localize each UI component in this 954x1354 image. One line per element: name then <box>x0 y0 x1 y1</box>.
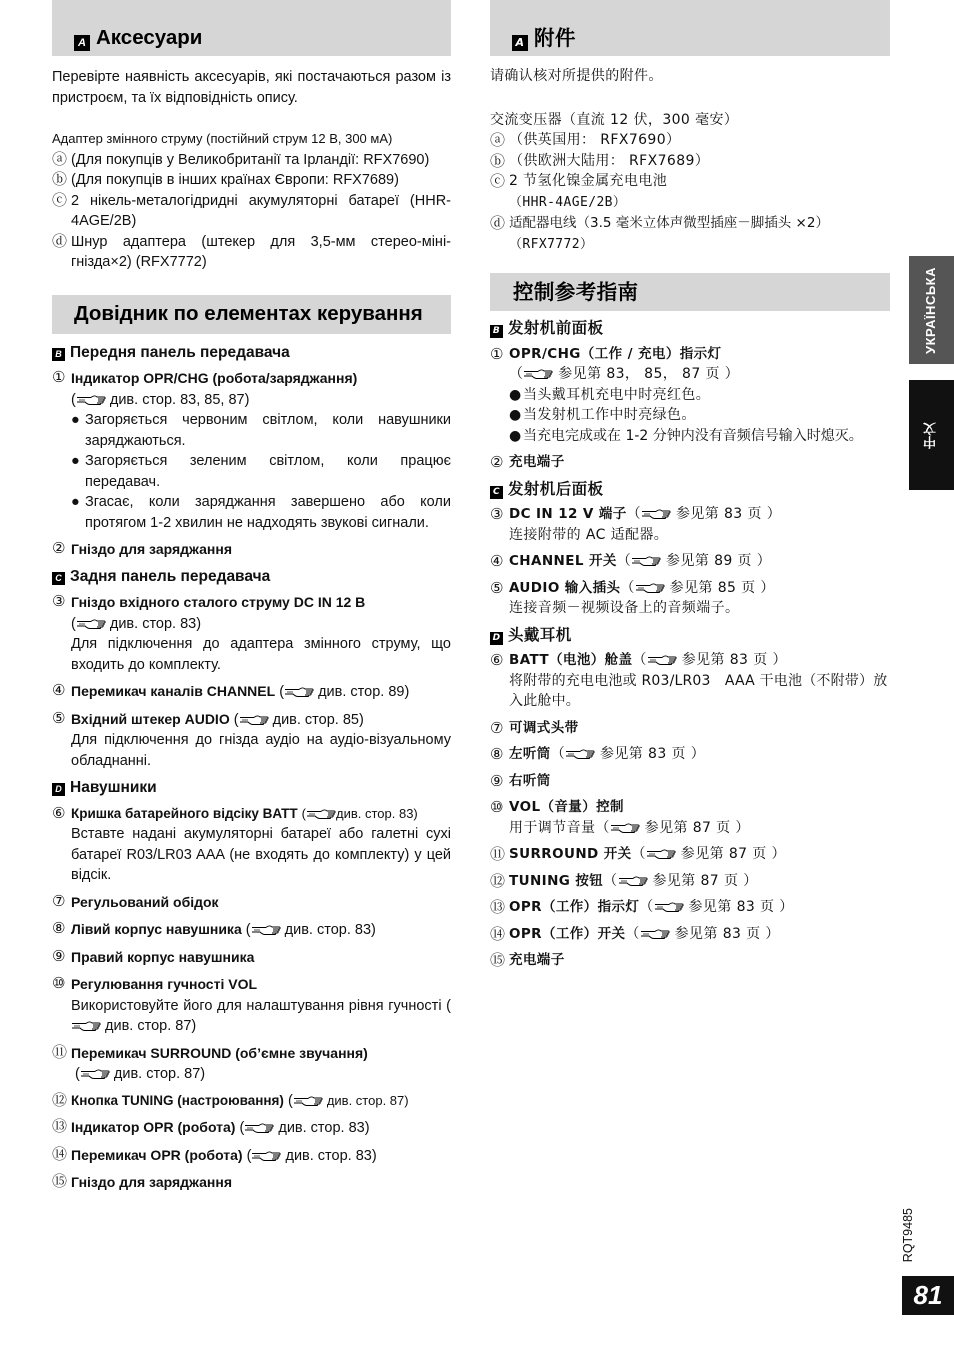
pointing-hand-icon <box>251 1150 281 1161</box>
control-item-9: ⑨ 右听筒 <box>490 771 551 790</box>
accessories-title: 附件 <box>534 26 576 50</box>
control-item-2: ② 充电端子 <box>490 453 565 471</box>
list-item: ● 当头戴耳机充电中时亮红色。 <box>509 386 711 403</box>
language-tab-chinese: 中文 <box>909 380 954 490</box>
control-item-10: ⑩ VOL（音量）控制 用于调节音量（ 参见第 87 页 ） <box>490 798 750 836</box>
pointing-hand-icon <box>647 654 677 665</box>
pointing-hand-icon <box>646 848 676 859</box>
pointing-hand-icon <box>641 508 671 519</box>
controls-header <box>490 273 890 311</box>
control-item-14: ⑭ Перемикач OPR (робота) ( див. стор. 83) <box>52 1145 377 1164</box>
accessory-item: ⓑ (Для покупців в інших країнах Європи: RFX7689) <box>52 171 399 188</box>
pointing-hand-icon <box>76 394 106 405</box>
pointing-hand-icon <box>76 618 106 629</box>
section-letter-badge: A <box>512 35 528 51</box>
accessories-intro: 请确认核对所提供的附件。 <box>490 68 663 84</box>
pointing-hand-icon <box>654 901 684 912</box>
accessory-item: ⓓ Шнур адаптера (штекер для 3,5-мм стерео-міні-гнізда×2) (RFX7772) <box>52 232 451 270</box>
pointing-hand-icon <box>523 368 553 379</box>
pointing-hand-icon <box>244 1122 274 1133</box>
accessory-item: ⓒ 2 нікель-металогідридні акумуляторні батареї (HHR-4AGE/2B) <box>52 191 451 229</box>
ukrainian-column <box>52 0 451 1194</box>
control-item-13: ⑬ Індикатор OPR (робота) ( див. стор. 83) <box>52 1118 370 1136</box>
adapter-label: Адаптер змінного струму (постійний струм 12 В, 300 мА) <box>52 131 393 146</box>
control-item-5: ⑤ Вхідний штекер AUDIO ( див. стор. 85) Для підключення до гнізда аудіо на аудіо-візуальному обладнанні. <box>52 709 451 769</box>
control-item-8: ⑧ Лівий корпус навушника ( див. стор. 83) <box>52 920 376 938</box>
accessories-header <box>490 0 890 56</box>
control-item-10: ⑩ Регулювання гучності VOL Використовуйте його для налаштування рівня гучності ( див. стор. 87) <box>52 975 451 1034</box>
controls-header <box>52 295 451 334</box>
pointing-hand-icon <box>565 748 595 759</box>
language-tab-ukrainian: УКРАЇНСЬКА <box>909 256 954 364</box>
front-panel-heading: B 发射机前面板 <box>490 318 890 339</box>
pointing-hand-icon <box>71 1020 101 1031</box>
pointing-hand-icon <box>239 714 269 725</box>
list-item: ● Загоряється зеленим світлом, коли працює передавач. <box>71 453 451 490</box>
page-number: 81 <box>902 1276 954 1315</box>
control-item-3: ③ Гніздо вхідного сталого струму DC IN 12 В ( див. стор. 83) Для підключення до адаптера змінного струму, що входить до комплекту. <box>52 593 451 673</box>
control-item-2: ② Гніздо для заряджання <box>52 540 233 557</box>
pointing-hand-icon <box>80 1068 110 1079</box>
pointing-hand-icon <box>618 875 648 886</box>
pointing-hand-icon <box>284 686 314 697</box>
control-item-7: ⑦ Регульований обідок <box>52 892 219 910</box>
rear-panel-heading: C Задня панель передавача <box>52 567 451 588</box>
control-item-13: ⑬ OPR（工作）指示灯（ 参见第 83 页 ） <box>490 898 794 916</box>
list-item: ● 当充电完成或在 1-2 分钟内没有音频信号输入时熄灭。 <box>509 427 863 444</box>
headphones-heading: D Навушники <box>52 778 451 799</box>
control-item-12: ⑫ TUNING 按钮（ 参见第 87 页 ） <box>490 871 758 890</box>
pointing-hand-icon <box>306 808 336 819</box>
controls-title: 控制参考指南 <box>513 280 639 304</box>
adapter-label: 交流变压器（直流 12 伏，300 毫安） <box>490 111 739 128</box>
control-item-3: ③ DC IN 12 V 端子（ 参见第 83 页 ） 连接附带的 AC 适配器。 <box>490 505 782 543</box>
control-item-15: ⑮ Гніздо для заряджання <box>52 1173 233 1190</box>
chinese-column <box>490 0 890 971</box>
control-item-7: ⑦ 可调式头带 <box>490 718 579 737</box>
control-item-1: ① OPR/CHG（工作 / 充电）指示灯 （ 参见第 83， 85， 87 页 ） ● 当头戴耳机充电中时亮红色。 ● 当发射机工作中时亮绿色。 ● 当充电完成或在 1-2 分钟内没有音频信号输入时熄灭。 <box>490 344 890 447</box>
pointing-hand-icon <box>635 582 665 593</box>
pointing-hand-icon <box>251 924 281 935</box>
rear-panel-heading: C 发射机后面板 <box>490 479 890 500</box>
control-item-11: ⑪ SURROUND 开关（ 参见第 87 页 ） <box>490 845 786 863</box>
list-item: ● 当发射机工作中时亮绿色。 <box>509 407 696 423</box>
pointing-hand-icon <box>640 928 670 939</box>
list-item: ● Загоряється червоним світлом, коли навушники заряджаються. <box>71 412 451 449</box>
accessory-item: ⓐ (Для покупців у Великобританії та Ірландії: RFX7690) <box>52 150 430 168</box>
headphones-heading: D 头戴耳机 <box>490 625 890 646</box>
accessory-item: ⓑ （供欧洲大陆用： RFX7689） <box>490 151 710 170</box>
pointing-hand-icon <box>610 822 640 833</box>
control-item-14: ⑭ OPR（工作）开关（ 参见第 83 页 ） <box>490 924 780 943</box>
pointing-hand-icon <box>631 555 661 566</box>
control-item-8: ⑧ 左听筒（ 参见第 83 页 ） <box>490 745 706 763</box>
document-code: RQT9485 <box>901 1208 915 1263</box>
control-item-4: ④ CHANNEL 开关（ 参见第 89 页 ） <box>490 552 772 570</box>
accessory-item: ⓒ 2 节氢化镍金属充电电池 （HHR-4AGE/2B） <box>490 172 668 210</box>
control-item-1: ① Індикатор OPR/CHG (робота/заряджання) ( див. стор. 83, 85, 87) ● Загоряється червоним світлом, коли навушники заряджаються. ● Загоряється зеленим світлом, коли працює передавач. ● Згасає, коли заряджання завершено або коли протягом 1-2 хвилин не надходять звукові сигнали. <box>52 368 451 533</box>
control-item-11: ⑪ Перемикач SURROUND (об’ємне звучання) ( див. стор. 87) <box>52 1043 368 1082</box>
control-item-6: ⑥ BATT（电池）舱盖（ 参见第 83 页 ） 将附带的充电电池或 R03/LR03 AAA 干电池（不附带）放入此舱中。 <box>490 651 888 709</box>
control-item-9: ⑨ Правий корпус навушника <box>52 947 255 965</box>
front-panel-heading: B Передня панель передавача <box>52 343 451 364</box>
accessories-title: Аксесуари <box>96 26 203 49</box>
accessory-item: ⓓ 适配器电线（3.5 毫米立体声微型插座－脚插头 ×2） （RFX7772） <box>490 214 829 252</box>
list-item: ● Згасає, коли заряджання завершено або коли протягом 1-2 хвилин не надходять звукові сигнали. <box>71 494 451 531</box>
accessory-item: ⓐ （供英国用： RFX7690） <box>490 131 681 149</box>
control-item-15: ⑮ 充电端子 <box>490 951 565 969</box>
accessories-header <box>52 0 451 56</box>
controls-title: Довідник по елементах керування <box>74 302 423 325</box>
control-item-5: ⑤ AUDIO 输入插头（ 参见第 85 页 ） 连接音频－视频设备上的音频端子。 <box>490 578 775 616</box>
control-item-12: ⑫ Кнопка TUNING (настроювання) ( див. стор. 87) <box>52 1091 409 1109</box>
control-item-6: ⑥ Кришка батарейного відсіку BATT ( див. стор. 83) Вставте надані акумуляторні батареї або галетні сухі батареї R03/LR03 AAA (не входять до комплекту) у цей відсік. <box>52 804 451 883</box>
pointing-hand-icon <box>293 1095 323 1106</box>
accessories-intro: Перевірте наявність аксесуарів, які постачаються разом із пристроєм, та їх відповідність опису. <box>52 69 451 106</box>
control-item-4: ④ Перемикач каналів CHANNEL ( див. стор. 89) <box>52 682 410 700</box>
section-letter-badge: A <box>74 35 90 51</box>
